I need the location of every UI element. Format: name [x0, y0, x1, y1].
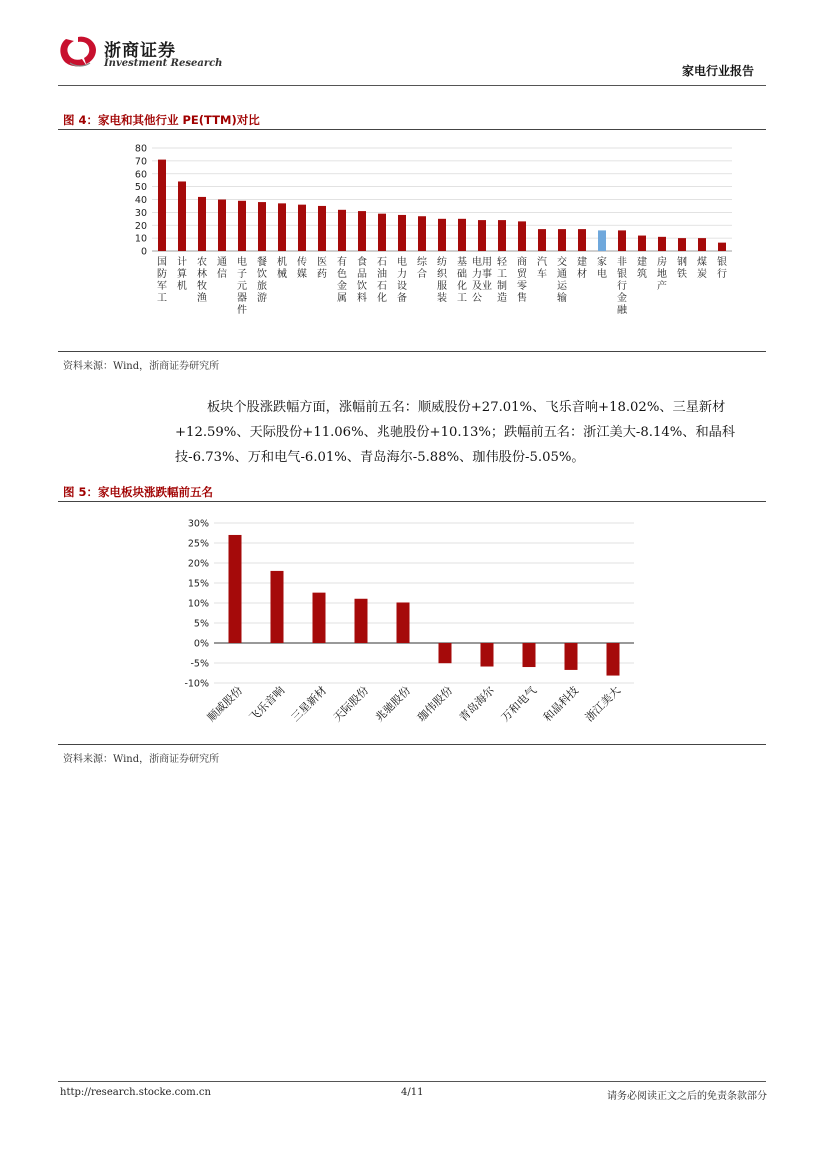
x-tick-label: 建材: [577, 257, 587, 280]
x-tick-label: 轻工制造: [497, 257, 507, 304]
y-tick-label: 20%: [187, 558, 209, 570]
bar: [718, 243, 726, 251]
x-tick-label: 天际股份: [330, 683, 372, 725]
x-tick-label: 银行: [717, 257, 727, 280]
bar: [278, 203, 286, 251]
bar: [238, 201, 246, 251]
figure5-bottom-rule: [58, 744, 766, 745]
x-tick-label: 有色金属: [337, 257, 347, 304]
footer-url-link[interactable]: http://research.stocke.com.cn: [60, 1087, 211, 1098]
y-tick-label: 25%: [187, 538, 209, 550]
logo-text-en: Investment Research: [104, 58, 223, 69]
x-tick-label: 非银行金融: [617, 257, 627, 316]
bar: [618, 230, 626, 251]
x-tick-label: 飞乐音响: [246, 683, 288, 725]
x-tick-label: 房地产: [657, 257, 667, 292]
figure5-source: 资料来源：Wind，浙商证券研究所: [63, 754, 220, 765]
logo-text-cn: 浙商证券: [104, 41, 176, 61]
bar: [558, 229, 566, 251]
pe-ttm-bar-chart: [120, 140, 740, 345]
bar: [198, 197, 206, 251]
bar: [229, 535, 242, 643]
bar: [398, 215, 406, 251]
y-tick-label: 10: [134, 233, 147, 245]
bar: [439, 643, 452, 663]
bar: [518, 221, 526, 251]
x-tick-label: 石油石化: [377, 257, 387, 304]
x-tick-label: 国防军工: [157, 257, 167, 304]
bar: [523, 643, 536, 667]
bar: [313, 593, 326, 643]
x-tick-label: 家电: [597, 257, 607, 280]
y-tick-label: 80: [134, 143, 147, 155]
x-tick-label: 交通运输: [557, 257, 567, 304]
x-tick-label: 食品饮料: [357, 257, 367, 304]
x-tick-label: 电力设备: [397, 257, 407, 304]
y-tick-label: 50: [134, 182, 147, 194]
page-number: 4/11: [401, 1087, 424, 1098]
y-tick-label: -5%: [190, 658, 209, 670]
bar: [698, 238, 706, 251]
x-tick-label: 传媒: [297, 257, 307, 280]
x-tick-label: 和晶科技: [540, 683, 582, 725]
x-tick-label: 兆驰股份: [372, 683, 414, 725]
bar: [458, 219, 466, 251]
disclaimer-note: 请务必阅读正文之后的免责条款部分: [607, 1091, 767, 1102]
y-tick-label: 40: [134, 195, 147, 206]
x-tick-label: 农林牧渔: [197, 257, 207, 304]
y-tick-label: 0: [140, 246, 147, 258]
y-tick-label: 60: [134, 169, 147, 181]
report-type-label: 家电行业报告: [681, 64, 754, 78]
x-tick-label: 纺织服装: [437, 257, 447, 304]
bar: [607, 643, 620, 676]
y-tick-label: 5%: [193, 618, 209, 630]
bar: [378, 214, 386, 251]
bar: [481, 643, 494, 667]
x-tick-label: 餐饮旅游: [257, 257, 267, 304]
bar: [498, 220, 506, 251]
x-tick-label: 浙江美大: [582, 683, 624, 725]
bar: [338, 210, 346, 251]
figure5-title: 图 5：家电板块涨跌幅前五名: [63, 485, 214, 499]
bar: [358, 211, 366, 251]
x-tick-label: 钢铁: [677, 257, 687, 280]
y-tick-label: 20: [134, 220, 147, 232]
x-tick-label: 机械: [277, 257, 287, 280]
bar: [318, 206, 326, 251]
y-tick-label: 15%: [187, 578, 209, 590]
bar: [638, 236, 646, 251]
bar: [298, 205, 306, 251]
bar: [478, 220, 486, 251]
bar: [158, 160, 166, 251]
bar: [218, 200, 226, 252]
x-tick-label: 医药: [317, 257, 327, 280]
paragraph-line: 板块个股涨跌幅方面，涨幅前五名：顺威股份+27.01%、飞乐音响+18.02%、三星新材: [207, 400, 726, 415]
x-tick-label: 煤炭: [697, 257, 707, 280]
figure4-source: 资料来源：Wind，浙商证券研究所: [63, 361, 220, 372]
y-tick-label: 30: [134, 207, 147, 219]
x-tick-label: 通信: [217, 257, 227, 280]
logo-icon: [58, 35, 98, 69]
figure4-top-rule: [58, 129, 766, 130]
bar: [578, 229, 586, 251]
x-tick-label: 用事业: [482, 257, 492, 292]
paragraph-line: 技-6.73%、万和电气-6.01%、青岛海尔-5.88%、珈伟股份-5.05%。: [175, 450, 585, 465]
x-tick-label: 电子元器件: [237, 257, 247, 316]
y-tick-label: 30%: [187, 518, 209, 530]
bar: [538, 229, 546, 251]
bar: [355, 599, 368, 643]
bar: [438, 219, 446, 251]
y-tick-label: 0%: [193, 638, 209, 650]
bar: [418, 216, 426, 251]
x-tick-label: 计算机: [177, 257, 187, 292]
top-movers-bar-chart: [160, 513, 650, 738]
y-tick-label: 70: [134, 156, 147, 168]
x-tick-label: 基础化工: [457, 257, 467, 304]
body-paragraph: [175, 395, 770, 470]
bar: [258, 202, 266, 251]
figure5-top-rule: [58, 501, 766, 502]
x-tick-label: 建筑: [637, 257, 647, 280]
x-tick-label: 汽车: [537, 257, 547, 280]
figure4-bottom-rule: [58, 351, 766, 352]
x-tick-label: 电力及公: [472, 257, 482, 304]
x-tick-label: 青岛海尔: [456, 683, 498, 725]
x-tick-label: 珈伟股份: [414, 683, 456, 725]
y-tick-label: -10%: [184, 678, 209, 690]
header-divider: [58, 85, 766, 86]
bar: [678, 238, 686, 251]
x-tick-label: 三星新材: [288, 683, 330, 725]
figure4-title: 图 4：家电和其他行业 PE(TTM)对比: [63, 113, 260, 127]
bar: [598, 230, 606, 251]
x-tick-label: 商贸零售: [517, 257, 527, 304]
footer-divider: [58, 1081, 766, 1082]
bar: [397, 602, 410, 643]
bar: [565, 643, 578, 670]
x-tick-label: 万和电气: [498, 683, 540, 725]
x-tick-label: 综合: [417, 257, 427, 280]
y-tick-label: 10%: [187, 598, 209, 610]
paragraph-line: +12.59%、天际股份+11.06%、兆驰股份+10.13%；跌幅前五名：浙江美大-8.14%、和晶科: [175, 425, 736, 440]
x-tick-label: 顺威股份: [204, 683, 246, 725]
bar: [658, 237, 666, 251]
bar: [271, 571, 284, 643]
bar: [178, 181, 186, 251]
